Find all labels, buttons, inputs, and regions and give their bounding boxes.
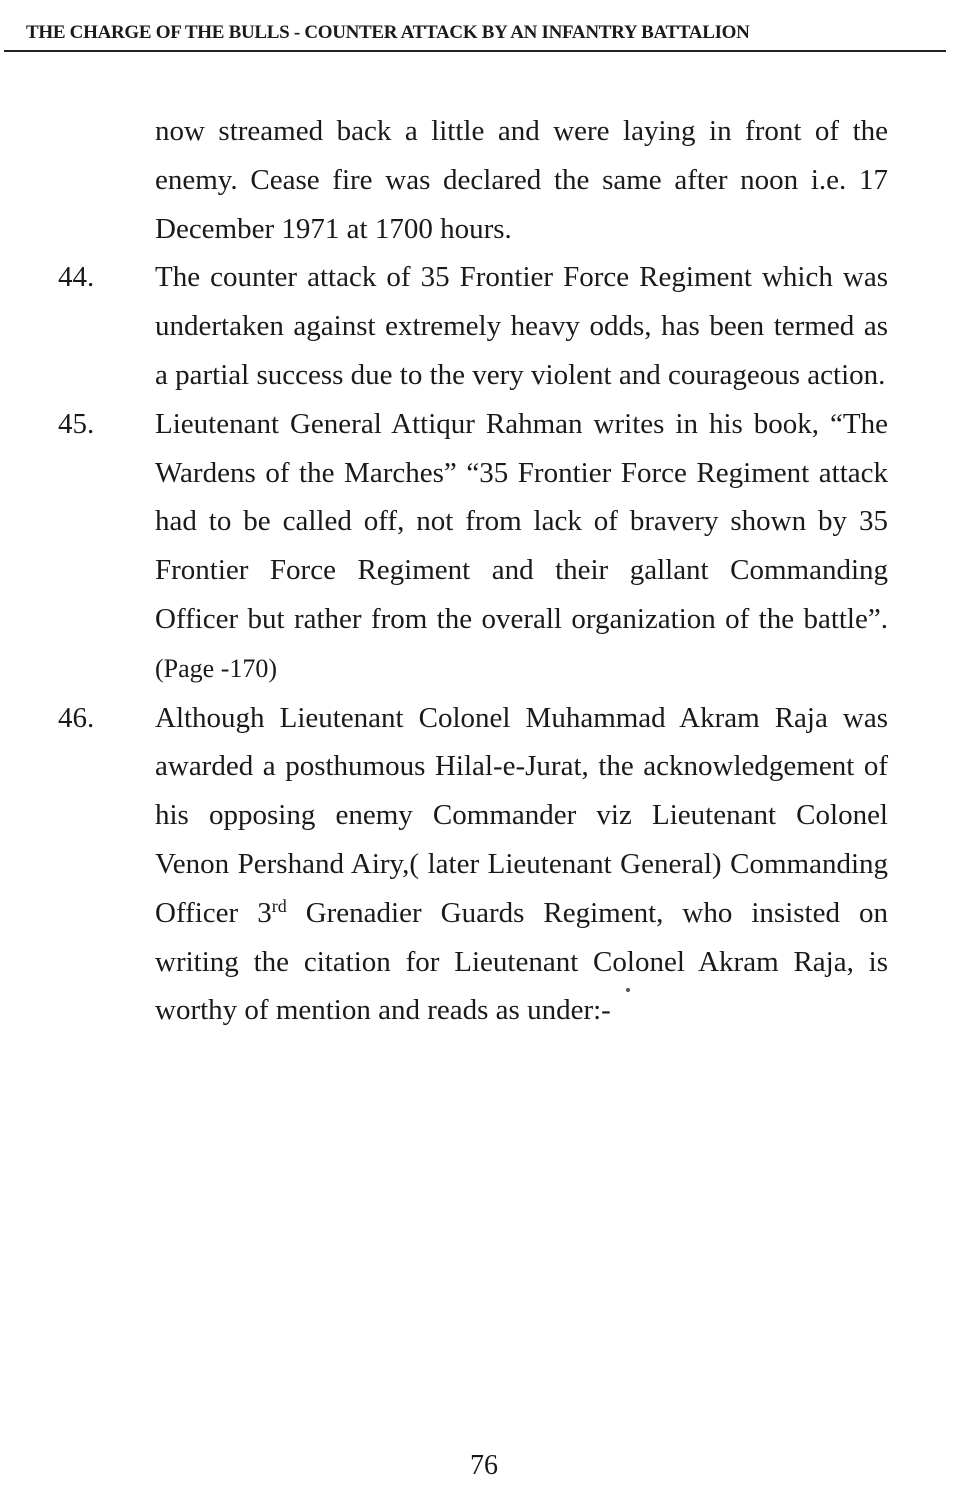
header-rule [4,50,946,52]
paragraph-text: Lieutenant General Attiqur Rahman writes in his book, “The Wardens of the Marches” “35 Frontier Force Regiment attack had to be called off, not from lack of bravery shown by 35 Frontier Force Regiment and their gallant Commanding Officer but rather from the overall organization of the battle”. [155,407,888,635]
scan-speck [626,988,630,992]
paragraph-text: The counter attack of 35 Frontier Force Regiment which was undertaken against extremely heavy odds, has been termed as a partial success due to the very violent and courageous action. [155,261,888,391]
paragraph-45 [58,400,888,694]
paragraph-number: 44. [58,261,95,294]
paragraph-44 [58,253,888,399]
ordinal-superscript: rd [271,895,287,916]
continuation-text: now streamed back a little and were laying in front of the enemy. Cease fire was declared the same after noon i.e. 17 December 1971 at 1700 hours. [155,115,888,245]
continuation-paragraph [58,107,888,253]
paragraph-text-after: Grenadier Guards Regiment, who insisted on writing the citation for Lieutenant Colonel Akram Raja, is worthy of mention and reads as under:- [155,896,888,1027]
body-text [58,107,888,1035]
page-citation: (Page -170) [155,653,278,683]
paragraph-number: 45. [58,407,95,440]
running-header: THE CHARGE OF THE BULLS - COUNTER ATTACK BY AN INFANTRY BATTALION [26,22,750,43]
paragraph-46 [58,694,888,1036]
paragraph-text-before: Although Lieutenant Colonel Muhammad Akram Raja was awarded a posthumous Hilal-e-Jurat, the acknowledgement of his opposing enemy Commander viz Lieutenant Colonel Venon Pershand Airy,( later Lieutenant General) Commanding Officer 3 [155,701,888,929]
page-number: 76 [470,1450,498,1481]
paragraph-number: 46. [58,701,95,734]
